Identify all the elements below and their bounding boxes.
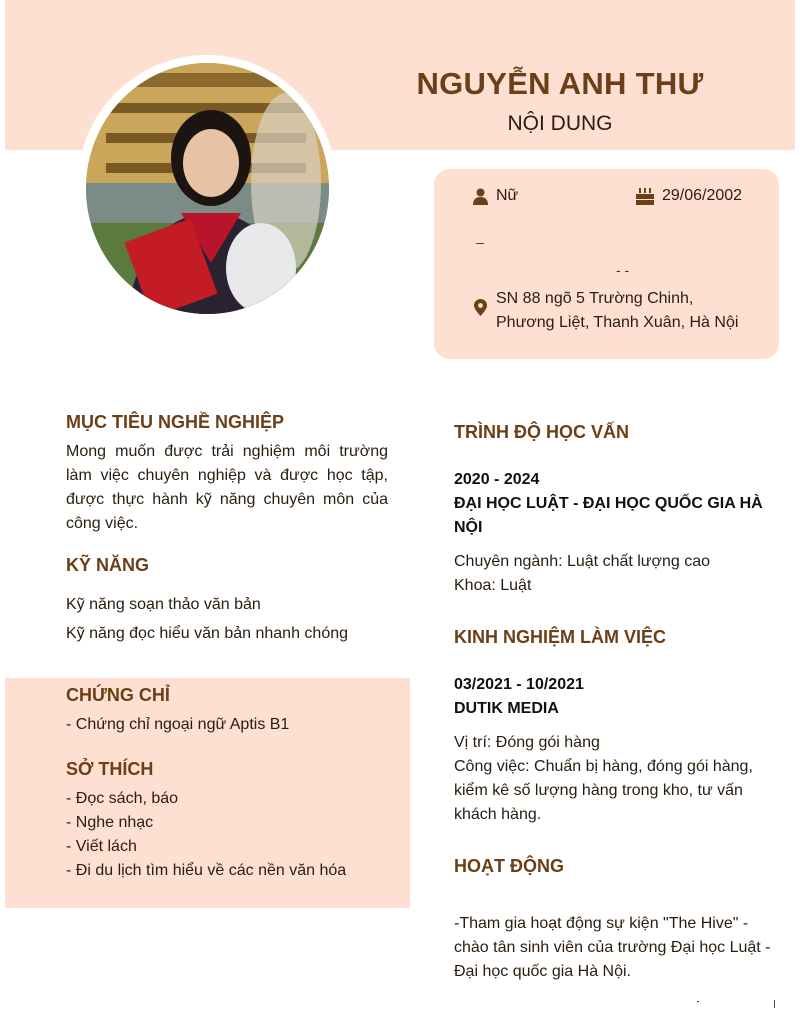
map-pin-icon bbox=[474, 299, 487, 324]
candidate-role: NỘI DUNG bbox=[507, 112, 613, 135]
hobbies-list bbox=[66, 787, 346, 883]
skill-item: Kỹ năng soạn thảo văn bản bbox=[66, 596, 261, 613]
candidate-name: NGUYỄN ANH THƯ bbox=[416, 66, 704, 101]
address-line-2: Phương Liệt, Thanh Xuân, Hà Nội bbox=[496, 314, 739, 331]
objective-text: Mong muốn được trải nghiệm môi trường làm việc chuyên nghiệp và được học tập, được thực hành kỹ năng chuyên môn của công việc. bbox=[66, 443, 388, 532]
education-faculty: Khoa: Luật bbox=[454, 577, 532, 594]
experience-title: KINH NGHIỆM LÀM VIỆC bbox=[454, 627, 667, 647]
education-period: 2020 - 2024 bbox=[454, 471, 540, 488]
experience-duties: Công việc: Chuẩn bị hàng, đóng gói hàng, kiểm kê số lượng hàng trong kho, tư vấn khách hàng. bbox=[454, 758, 753, 823]
skill-item: Kỹ năng đọc hiểu văn bản nhanh chóng bbox=[66, 625, 349, 642]
corner-mark bbox=[774, 1000, 775, 1008]
experience-position: Vị trí: Đóng gói hàng bbox=[454, 734, 600, 751]
address-line-1: SN 88 ngõ 5 Trường Chinh, bbox=[496, 290, 694, 307]
education-title: TRÌNH ĐỘ HỌC VẤN bbox=[454, 422, 629, 442]
skills-title: KỸ NĂNG bbox=[66, 555, 150, 575]
avatar bbox=[86, 63, 329, 314]
activities-text: -Tham gia hoạt động sự kiện "The Hive" - chào tân sinh viên của trường Đại học Luật - Đại học quốc gia Hà Nội. bbox=[454, 915, 771, 980]
objective-title: MỤC TIÊU NGHỀ NGHIỆP bbox=[66, 412, 285, 432]
gender-row bbox=[473, 187, 518, 205]
experience-period: 03/2021 - 10/2021 bbox=[454, 676, 584, 693]
birthday-cake-icon bbox=[636, 187, 654, 205]
corner-dot bbox=[697, 1001, 699, 1002]
hobby-item: - Đọc sách, báo bbox=[66, 790, 179, 807]
hobby-item: - Viết lách bbox=[66, 838, 137, 855]
birthdate-row bbox=[636, 187, 742, 205]
birthdate-value: 29/06/2002 bbox=[662, 187, 743, 204]
education-school: ĐẠI HỌC LUẬT - ĐẠI HỌC QUỐC GIA HÀ NỘI bbox=[454, 495, 763, 536]
activities-title: HOẠT ĐỘNG bbox=[454, 856, 564, 876]
gender-value: Nữ bbox=[496, 187, 519, 204]
education-major: Chuyên ngành: Luật chất lượng cao bbox=[454, 553, 711, 570]
experience-company: DUTIK MEDIA bbox=[454, 700, 559, 717]
email-value: - - bbox=[616, 262, 630, 278]
hobby-item: - Nghe nhạc bbox=[66, 814, 154, 831]
address-row bbox=[474, 287, 738, 335]
hobbies-title: SỞ THÍCH bbox=[66, 759, 154, 779]
person-icon bbox=[473, 188, 488, 205]
certificates-title: CHỨNG CHỈ bbox=[66, 685, 170, 705]
phone-value: _ bbox=[476, 228, 484, 244]
certificate-item: - Chứng chỉ ngoại ngữ Aptis B1 bbox=[66, 716, 290, 733]
hobby-item: - Đi du lịch tìm hiểu về các nền văn hóa bbox=[66, 862, 347, 879]
